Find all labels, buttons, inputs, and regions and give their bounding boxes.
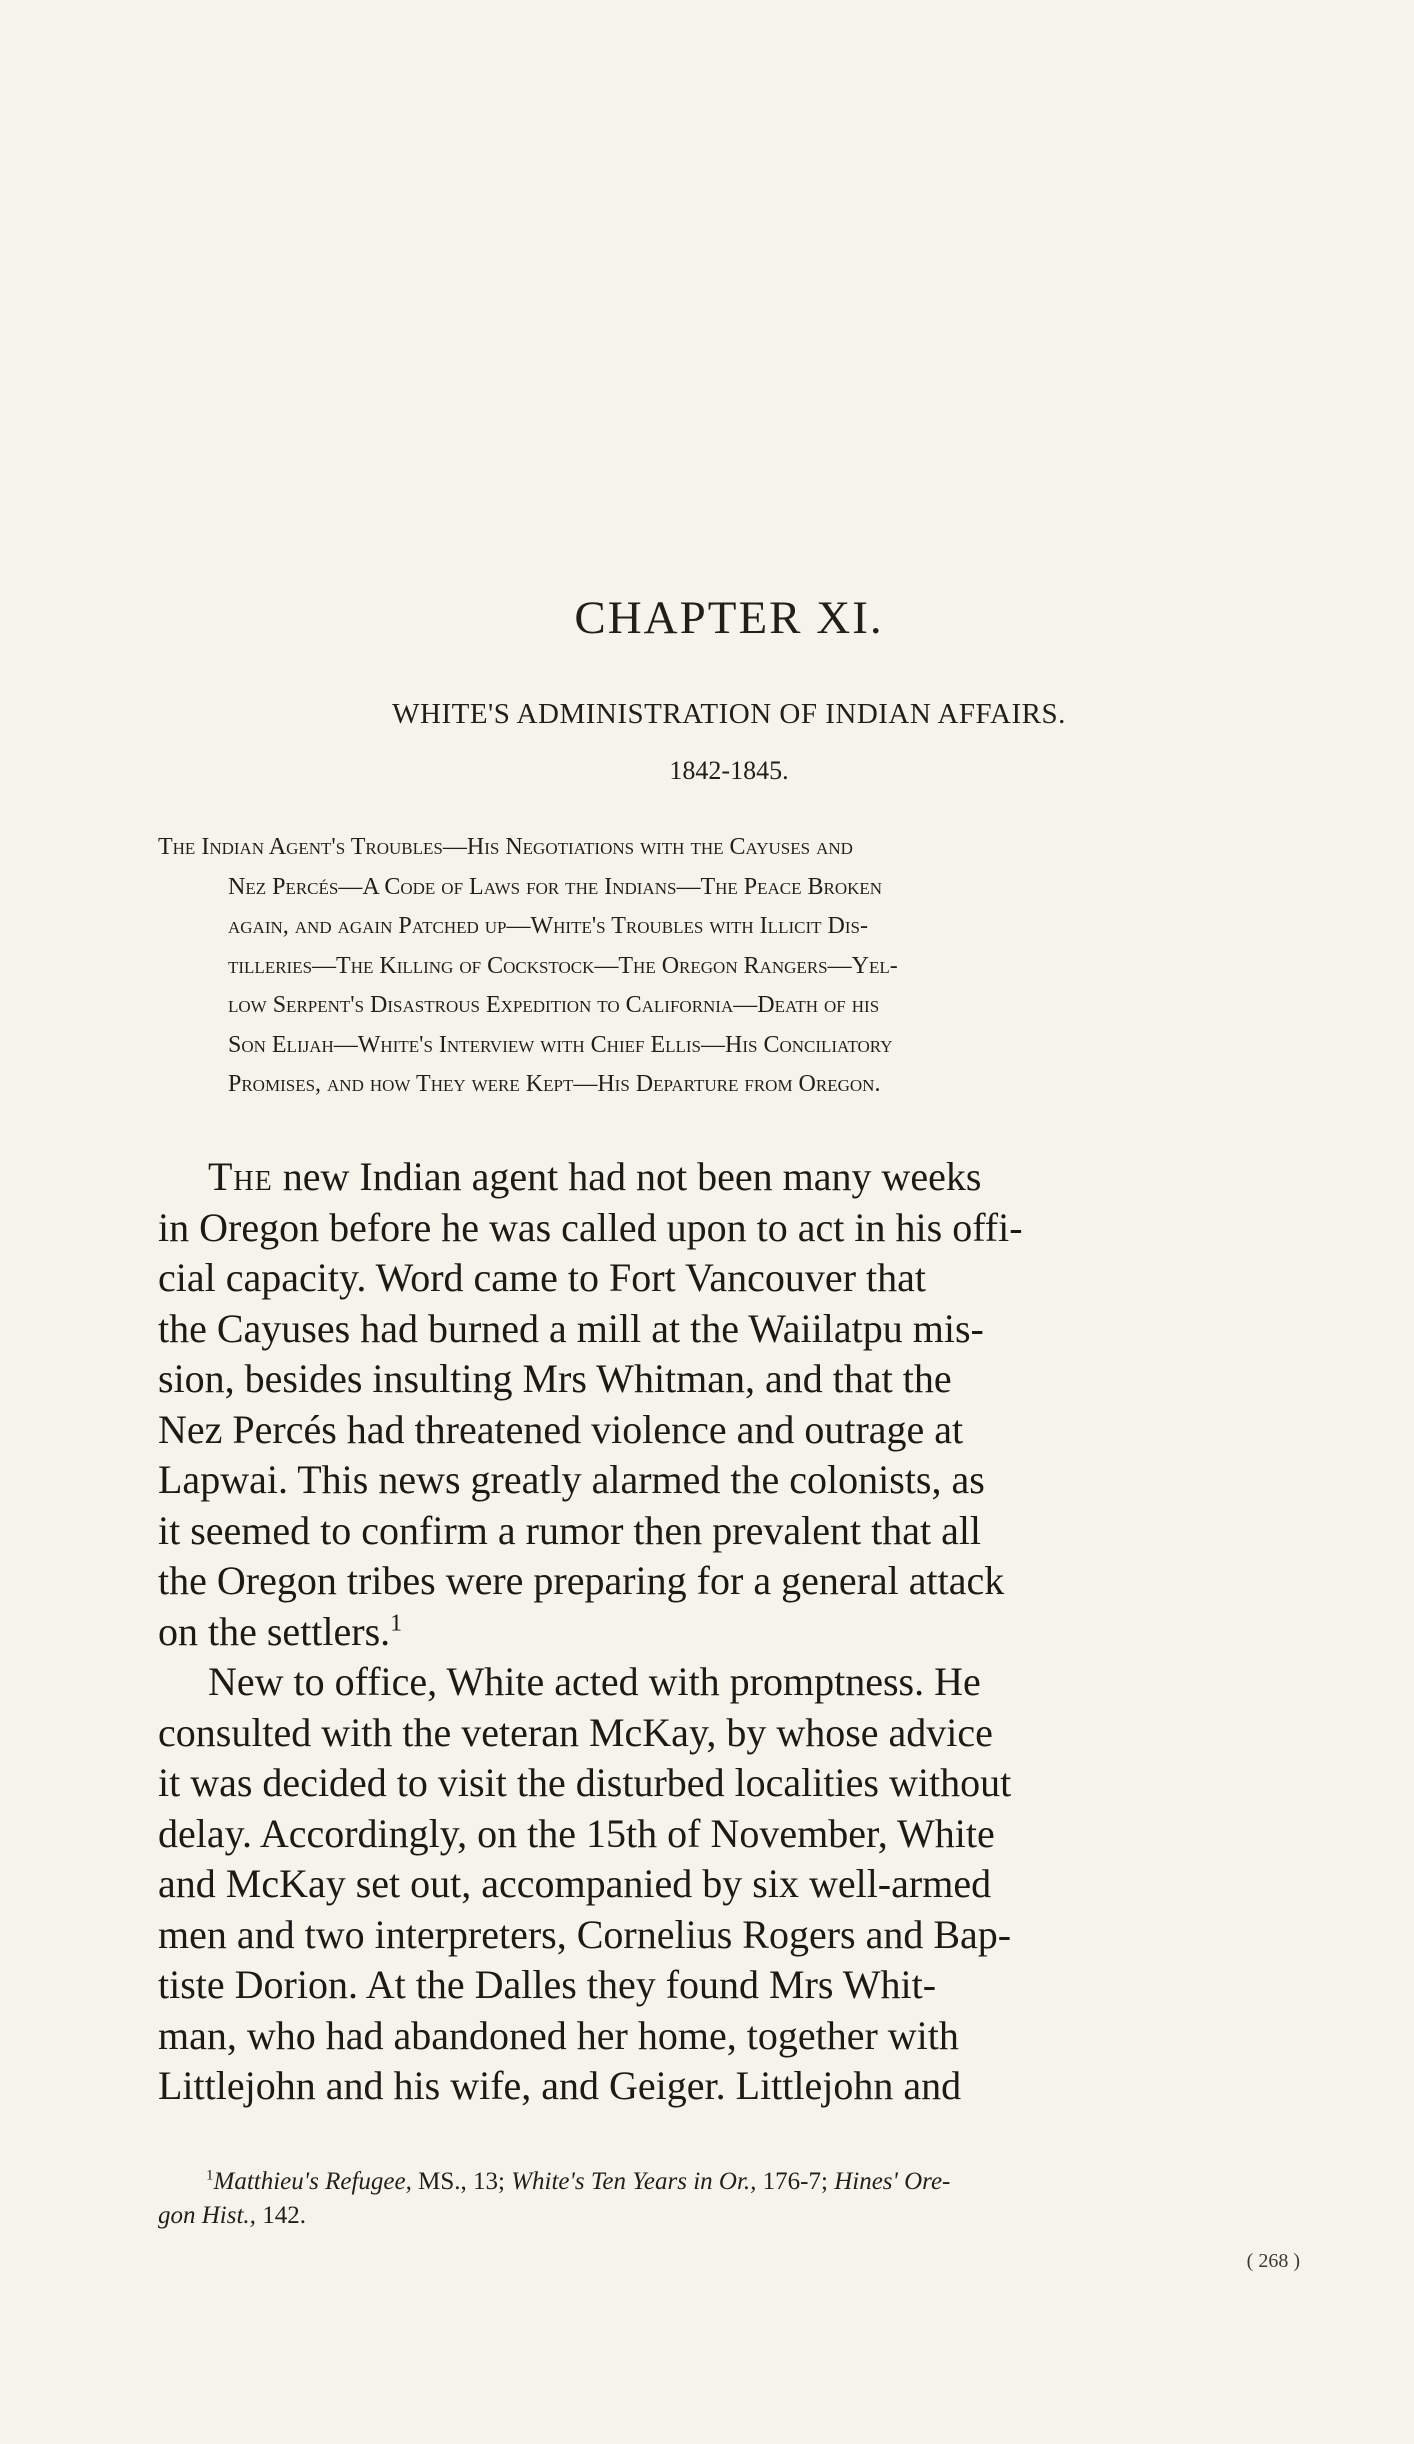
synopsis-line: again, and again Patched up—White's Troubles with Illicit Dis- [228,913,868,939]
synopsis-line: Son Elijah—White's Interview with Chief Ellis—His Conciliatory [228,1031,893,1058]
footnote-source: gon Hist., [158,2202,256,2229]
paragraph-1-line [158,1607,1300,1658]
paragraph-1-line: sion, besides insulting Mrs Whitman, and that the [158,1356,952,1401]
synopsis-line: The Indian Agent's Troubles—His Negotiations with the Cayuses and [158,834,853,860]
paragraph-1-line: the Oregon tribes were preparing for a general attack [158,1558,1005,1603]
page-number: ( 268 ) [1246,2250,1300,2272]
chapter-years: 1842-1845. [669,756,789,785]
footnote-marker: 1 [206,2167,214,2184]
footnote-text: 142. [255,2202,306,2229]
paragraph-2-line: New to office, White acted with promptness. He [208,1659,981,1704]
paragraph-2-line: man, who had abandoned her home, together with [158,2012,959,2058]
chapter-subtitle: WHITE'S ADMINISTRATION OF INDIAN AFFAIRS. [392,698,1066,730]
paragraph-1-line: Nez Percés had threatened violence and outrage at [158,1406,964,1452]
footnote-reference[interactable]: 1 [390,1610,403,1637]
paragraph-2-line: and McKay set out, accompanied by six well-armed [158,1861,992,1906]
paragraph-2-line: it was decided to visit the disturbed localities without [158,1760,1012,1805]
paragraph-1-line: in Oregon before he was called upon to act in his offi- [158,1204,1023,1250]
paragraph-1-line [158,1152,1300,1203]
footnote-source: Hines' Ore- [834,2168,951,2195]
paragraph-text: on the settlers. [158,1608,391,1654]
footnote [158,2165,1300,2233]
synopsis-line: low Serpent's Disastrous Expedition to California—Death of his [228,992,880,1018]
paragraph-1-line: cial capacity. Word came to Fort Vancouver that [158,1255,926,1300]
paragraph-2-line: men and two interpreters, Cornelius Rogers and Bap- [158,1911,1012,1957]
footnote-line [158,2199,1300,2233]
lead-word: The [208,1154,273,1199]
footnote-source: White's Ten Years in Or., [511,2168,757,2195]
paragraph-text: new Indian agent had not been many weeks [272,1154,982,1199]
chapter-synopsis [158,828,1300,1105]
paragraph-2-line: delay. Accordingly, on the 15th of November, White [158,1810,995,1856]
paragraph-2-line: tiste Dorion. At the Dalles they found Mrs Whit- [158,1962,937,2007]
footnote-source: Matthieu's Refugee, [213,2168,412,2195]
chapter-title: CHAPTER XI. [574,592,884,644]
body-text [158,1152,1300,2112]
paragraph-2-line: Littlejohn and his wife, and Geiger. Littlejohn and [158,2063,962,2108]
paragraph-1-line: it seemed to confirm a rumor then prevalent that all [158,1507,982,1553]
footnote-text: MS., 13; [411,2168,512,2195]
synopsis-line: Promises, and how They were Kept—His Departure from Oregon. [228,1071,881,1097]
synopsis-line: tilleries—The Killing of Cockstock—The Oregon Rangers—Yel- [228,952,898,979]
footnote-text: 176-7; [756,2168,835,2195]
paragraph-2-line: consulted with the veteran McKay, by whose advice [158,1709,993,1755]
paragraph-1-line: the Cayuses had burned a mill at the Waiilatpu mis- [158,1305,984,1351]
book-page [158,0,1300,2444]
footnote-line [158,2165,1300,2199]
paragraph-1-line: Lapwai. This news greatly alarmed the colonists, as [158,1457,985,1502]
synopsis-line: Nez Percés—A Code of Laws for the Indians—The Peace Broken [228,873,883,900]
